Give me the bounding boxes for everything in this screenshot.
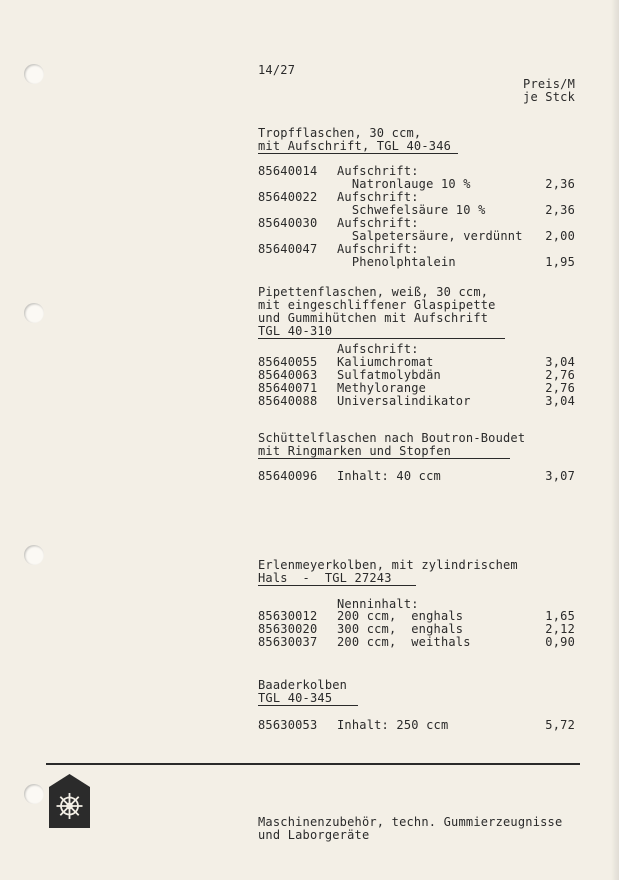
footer-line1: Maschinenzubehör, techn. Gummierzeugnisse — [258, 815, 563, 829]
article-desc: Aufschrift: — [337, 190, 419, 204]
price-heading-line2: je Stck — [523, 90, 575, 104]
article-price: 2,76 — [545, 381, 575, 395]
article-price: 2,12 — [545, 622, 575, 636]
section-title: mit Ringmarken und Stopfen — [258, 444, 452, 458]
punch-hole — [24, 303, 44, 323]
article-code: 85630053 — [258, 718, 318, 732]
article-price: 2,00 — [545, 229, 575, 243]
article-code: 85640063 — [258, 368, 318, 382]
article-code: 85630037 — [258, 635, 318, 649]
article-price: 2,36 — [545, 203, 575, 217]
section-title: Pipettenflaschen, weiß, 30 ccm, — [258, 285, 489, 299]
title-underline — [258, 338, 505, 339]
article-code: 85640055 — [258, 355, 318, 369]
title-underline — [258, 458, 510, 459]
article-code: 85640022 — [258, 190, 318, 204]
article-price: 5,72 — [545, 718, 575, 732]
article-code: 85640047 — [258, 242, 318, 256]
article-desc: Schwefelsäure 10 % — [337, 203, 486, 217]
section-title: Tropfflaschen, 30 ccm, — [258, 126, 422, 140]
article-desc: Universalindikator — [337, 394, 471, 408]
article-price: 2,36 — [545, 177, 575, 191]
section-title: Baaderkolben — [258, 678, 348, 692]
title-underline — [258, 153, 458, 154]
article-desc: Inhalt: 40 ccm — [337, 469, 441, 483]
punch-hole — [24, 545, 44, 565]
article-desc: Aufschrift: — [337, 216, 419, 230]
article-code: 85630020 — [258, 622, 318, 636]
ship-wheel-icon — [49, 774, 90, 828]
section-title: und Gummihütchen mit Aufschrift — [258, 311, 489, 325]
article-desc: Inhalt: 250 ccm — [337, 718, 449, 732]
article-desc: Salpetersäure, verdünnt — [337, 229, 523, 243]
page-number: 14/27 — [258, 63, 296, 77]
footer-line2: und Laborgeräte — [258, 828, 370, 842]
article-code: 85640088 — [258, 394, 318, 408]
article-desc: Aufschrift: — [337, 242, 419, 256]
section-title: Erlenmeyerkolben, mit zylindrischem — [258, 558, 518, 572]
article-price: 2,76 — [545, 368, 575, 382]
section-title: Hals - TGL 27243 — [258, 571, 392, 585]
article-desc: 200 ccm, weithals — [337, 635, 471, 649]
article-code: 85640030 — [258, 216, 318, 230]
article-desc: Phenolphtalein — [337, 255, 456, 269]
article-price: 1,65 — [545, 609, 575, 623]
article-code: 85640014 — [258, 164, 318, 178]
article-price: 0,90 — [545, 635, 575, 649]
page-edge-shadow — [611, 0, 619, 880]
article-desc: Aufschrift: — [337, 164, 419, 178]
column-subheading: Nenninhalt: — [337, 597, 419, 611]
section-title: mit eingeschliffener Glaspipette — [258, 298, 496, 312]
article-code: 85640096 — [258, 469, 318, 483]
article-price: 1,95 — [545, 255, 575, 269]
title-underline — [258, 705, 358, 706]
article-code: 85630012 — [258, 609, 318, 623]
article-desc: 300 ccm, enghals — [337, 622, 464, 636]
section-title: TGL 40-345 — [258, 691, 333, 705]
footer-rule — [46, 763, 580, 765]
punch-hole — [24, 64, 44, 84]
article-desc: Sulfatmolybdän — [337, 368, 441, 382]
title-underline — [258, 585, 416, 586]
article-code: 85640071 — [258, 381, 318, 395]
article-desc: Kaliumchromat — [337, 355, 434, 369]
section-title: mit Aufschrift, TGL 40-346 — [258, 139, 452, 153]
article-desc: Natronlauge 10 % — [337, 177, 471, 191]
article-desc: 200 ccm, enghals — [337, 609, 464, 623]
section-title: Schüttelflaschen nach Boutron-Boudet — [258, 431, 526, 445]
article-price: 3,07 — [545, 469, 575, 483]
article-price: 3,04 — [545, 355, 575, 369]
column-subheading: Aufschrift: — [337, 342, 419, 356]
section-title: TGL 40-310 — [258, 324, 333, 338]
punch-hole — [24, 784, 44, 804]
article-price: 3,04 — [545, 394, 575, 408]
article-desc: Methylorange — [337, 381, 427, 395]
price-heading-line1: Preis/M — [523, 77, 575, 91]
